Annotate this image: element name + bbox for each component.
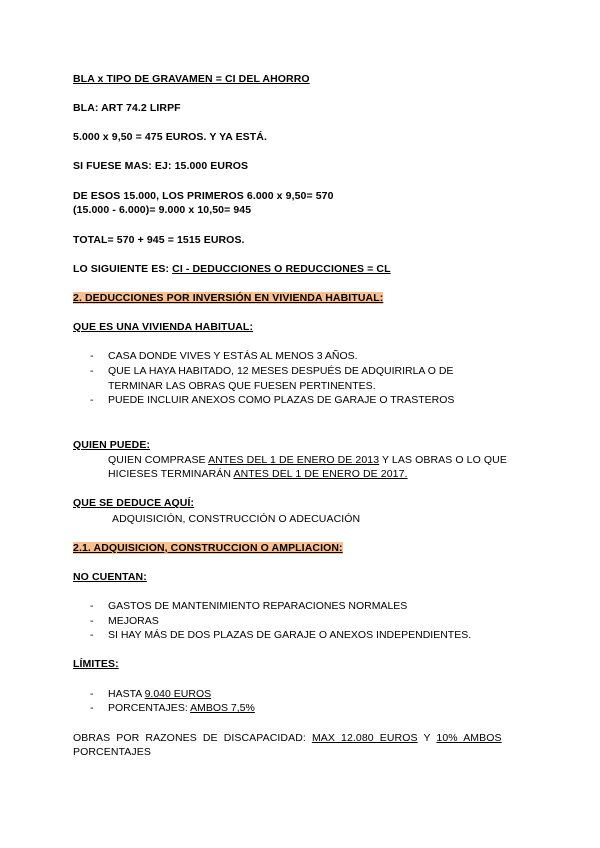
qp-date-2017: ANTES DEL 1 DE ENERO DE 2017. [233,468,408,480]
list-item-text [108,688,211,701]
qp-text: HICIESES TERMINARÁN [108,468,234,480]
line-formula: BLA x TIPO DE GRAVAMEN = CI DEL AHORRO [73,73,310,85]
lim-label: PORCENTAJES: [108,702,191,714]
obras-text: Y [417,732,437,744]
line-next [73,263,391,276]
line-first-part: DE ESOS 15.000, LOS PRIMEROS 6.000 x 9,50= 570 [73,190,334,202]
obras-percentage: 10% AMBOS [436,732,502,744]
bullet-dash: - [90,365,94,377]
que-se-deduce-text: ADQUISICIÓN, CONSTRUCCIÓN O ADECUACIÓN [112,513,361,525]
line-next-formula: CI - DEDUCCIONES O REDUCCIONES = CL [172,263,391,275]
lim-label: HASTA [108,688,145,700]
obras-line-2: PORCENTAJES [73,746,151,758]
section-2-heading [73,292,383,305]
bullet-dash: - [90,615,94,627]
list-item-text: MEJORAS [108,615,159,627]
list-item-text: QUE LA HAYA HABITADO, 12 MESES DESPUÉS DE ADQUIRIRLA O DE [108,365,454,377]
line-next-prefix: LO SIGUIENTE ES: [73,263,173,275]
que-se-deduce-heading: QUE SE DEDUCE AQUÍ: [73,497,195,509]
list-item-text [108,702,255,715]
bullet-dash: - [90,688,94,700]
bullet-dash: - [90,600,94,612]
section-2-1-heading [73,542,343,555]
list-item-text: GASTOS DE MANTENIMIENTO REPARACIONES NORMALES [108,600,408,612]
obras-line-1 [73,732,502,745]
quien-puede-line-1 [108,454,507,467]
bullet-dash: - [90,629,94,641]
quien-puede-line-2 [108,468,408,481]
obras-text: OBRAS POR RAZONES DE DISCAPACIDAD: [73,732,312,744]
bullet-dash: - [90,350,94,362]
no-cuentan-heading: NO CUENTAN: [73,571,147,583]
qp-date-2013: ANTES DEL 1 DE ENERO DE 2013 [208,454,380,466]
list-item-text: PUEDE INCLUIR ANEXOS COMO PLAZAS DE GARAJE O TRASTEROS [108,394,455,406]
line-total: TOTAL= 570 + 945 = 1515 EUROS. [73,234,245,246]
list-item-text: CASA DONDE VIVES Y ESTÁS AL MENOS 3 AÑOS. [108,350,358,362]
qp-text: Y LAS OBRAS O LO QUE [379,454,507,466]
list-item-text: SI HAY MÁS DE DOS PLAZAS DE GARAJE O ANEXOS INDEPENDIENTES. [108,629,472,641]
qp-text: QUIEN COMPRASE [108,454,209,466]
quien-puede-heading: QUIEN PUEDE: [73,439,151,451]
lim-percentage: AMBOS 7,5% [190,702,255,714]
line-article: BLA: ART 74.2 LIRPF [73,102,181,114]
lim-amount: 9.040 EUROS [144,688,212,700]
obras-max: MAX 12.080 EUROS [311,732,418,744]
section-2-1-heading-text: 2.1. ADQUISICION, CONSTRUCCION O AMPLIACION: [73,542,343,554]
list-item-text: TERMINAR LAS OBRAS QUE FUESEN PERTINENTES. [108,380,376,392]
bullet-dash: - [90,394,94,406]
limites-heading: LÍMITES: [73,658,119,670]
que-es-heading: QUE ES UNA VIVIENDA HABITUAL: [73,321,254,333]
line-if-more: SI FUESE MAS: EJ: 15.000 EUROS [73,160,249,172]
section-2-heading-text: 2. DEDUCCIONES POR INVERSIÓN EN VIVIENDA HABITUAL: [73,292,384,304]
bullet-dash: - [90,702,94,714]
line-second-part: (15.000 - 6.000)= 9.000 x 10,50= 945 [73,204,252,216]
line-example: 5.000 x 9,50 = 475 EUROS. Y YA ESTÁ. [73,131,267,143]
